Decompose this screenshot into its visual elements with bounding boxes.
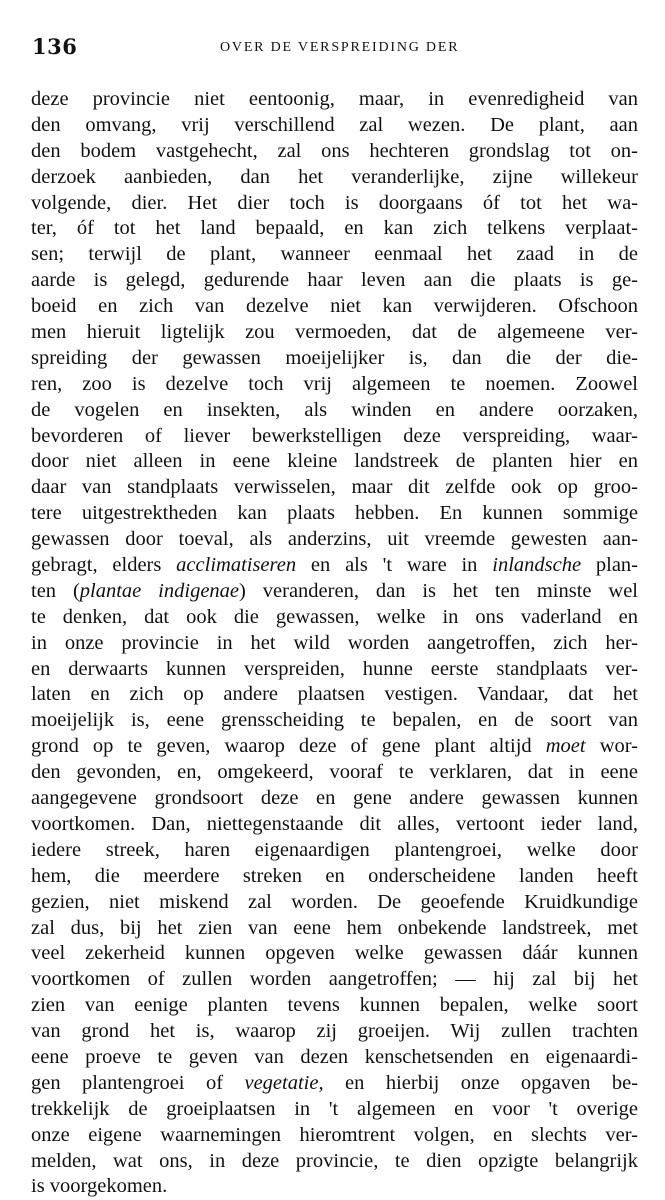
text-line: gezien, niet miskend zal worden. De geoefende Kruidkundige — [31, 890, 638, 913]
text-line: voortkomen of zullen worden aangetroffen; — hij zal bij het — [31, 968, 638, 991]
text-line: hem, die meerdere streken en onderscheidene landen heeft — [31, 864, 638, 887]
text-line: te denken, dat ook die gewassen, welke in ons vaderland en — [31, 605, 638, 628]
text-line: aangegevene grondsoort deze en gene andere gewassen kunnen — [31, 787, 638, 810]
text-line: in onze provincie in het wild worden aangetroffen, zich her- — [31, 631, 638, 654]
text-line: veel zekerheid kunnen opgeven welke gewassen dáár kunnen — [31, 942, 638, 965]
text-line: ren, zoo is dezelve toch vrij algemeen te noemen. Zoowel — [31, 372, 638, 395]
text-line: door niet alleen in eene kleine landstreek de planten hier en — [31, 450, 638, 473]
text-line: sen; terwijl de plant, wanneer eenmaal het zaad in de — [31, 243, 638, 266]
text-line: den omvang, vrij verschillend zal wezen. De plant, aan — [31, 113, 638, 136]
text-line: iedere streek, haren eigenaardigen plantengroei, welke door — [31, 838, 638, 861]
text-line: deze provincie niet eentoonig, maar, in evenredigheid van — [31, 88, 638, 110]
text-line: gen plantengroei of vegetatie, en hierbij onze opgaven be- — [31, 1071, 639, 1094]
text-line: den bodem vastgehecht, zal ons hechteren grondslag tot on- — [31, 139, 638, 162]
text-line: daar van standplaats verwisselen, maar dit zelfde ook op groo- — [31, 476, 638, 499]
text-line: boeid en zich van dezelve niet kan verwijderen. Ofschoon — [31, 295, 638, 318]
text-line: gewassen door toeval, als anderzins, uit vreemde gewesten aan- — [31, 528, 638, 551]
text-line: ter, óf tot het land bepaald, en kan zich telkens verplaat- — [31, 217, 638, 240]
text-line: moeijelijk is, eene grensscheiding te bepalen, en de soort van — [31, 709, 638, 732]
text-line: spreiding der gewassen moeijelijker is, dan die der die- — [31, 346, 638, 369]
page-number: 136 — [32, 34, 78, 59]
text-line: laten en zich op andere plaatsen vestigen. Vandaar, dat het — [31, 683, 638, 706]
text-line: zal dus, bij het zien van eene hem onbekende landstreek, met — [31, 916, 638, 939]
text-line: gebragt, elders acclimatiseren en als 't ware in inlandsche plan- — [31, 554, 639, 577]
text-line: aarde is gelegd, gedurende haar leven aan die plaats is ge- — [31, 269, 638, 292]
text-line: en derwaarts kunnen verspreiden, hunne eerste standplaats ver- — [31, 657, 638, 680]
body-text — [31, 87, 638, 1200]
text-line: volgende, dier. Het dier toch is doorgaans óf tot het wa- — [31, 191, 638, 214]
text-line: derzoek aanbieden, dan het veranderlijke, zijne willekeur — [31, 165, 638, 188]
text-line: melden, wat ons, in deze provincie, te dien opzigte belangrijk — [31, 1149, 638, 1172]
text-line: eene proeve te geven van dezen kenschetsenden en eigenaardi- — [31, 1045, 638, 1068]
text-line: van grond het is, waarop zij groeijen. Wij zullen trachten — [31, 1020, 638, 1043]
text-line: tere uitgestrektheden kan plaats hebben. En kunnen sommige — [31, 502, 638, 525]
text-line: ten (plantae indigenae) veranderen, dan is het ten minste wel — [31, 579, 638, 602]
text-line: den gevonden, en, omgekeerd, vooraf te verklaren, dat in eene — [31, 761, 638, 784]
text-line: zien van eenige planten tevens kunnen bepalen, welke soort — [31, 994, 638, 1017]
text-line: bevorderen of liever bewerkstelligen deze verspreiding, waar- — [31, 424, 638, 447]
text-line: voortkomen. Dan, niettegenstaande dit alles, vertoont ieder land, — [31, 812, 638, 835]
text-line: grond op te geven, waarop deze of gene plant altijd moet wor- — [31, 735, 638, 758]
text-line: men hieruit ligtelijk zou vermoeden, dat de algemeene ver- — [31, 321, 638, 344]
running-head — [30, 30, 641, 70]
running-title: OVER DE VERSPREIDING DER — [220, 40, 460, 55]
text-line: onze eigene waarnemingen hieromtrent volgen, en slechts ver- — [31, 1123, 638, 1146]
text-line: is voorgekomen. — [31, 1175, 168, 1198]
text-line: trekkelijk de groeiplaatsen in 't algemeen en voor 't overige — [31, 1097, 638, 1120]
text-line: de vogelen en insekten, als winden en andere oorzaken, — [31, 398, 638, 421]
